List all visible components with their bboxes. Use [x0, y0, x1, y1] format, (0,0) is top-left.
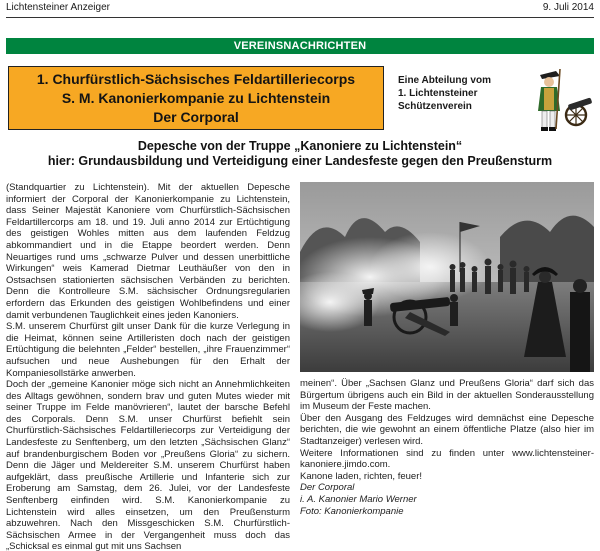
association-note — [398, 74, 534, 113]
banner-line-3: Der Corporal — [153, 109, 239, 125]
cannon-reenactment-photo — [300, 182, 594, 372]
article-paragraph: Kanone laden, richten, feuer! — [300, 470, 423, 482]
association-line-1: Eine Abteilung vom — [398, 75, 491, 86]
article-paragraph: Doch der „gemeine Kanonier möge sich nicht an Annehmlichkeiten des Alltags gewöhnen, sondern brav und guten Mutes wieder mit seiner Truppe im Felde manövrieren“, lautet der barsche Befehl des Corporals. Denn S.M. unser Churfürst befiehlt sein Churfürstlich-Sächsisches Feldartilleriecorps zur Verteidigung der Landesfeste zu Senftenberg, um den letzten „Sächsischen Glanz“ auf brandenburgischem Boden vor „Preußens Gloria“ zu sichern. Denn die Jäger und Meldereiter S.M. unserem Churfürst haben aufgeklärt, dass preußische Artillerie und Infanterie sich zur Eroberung am Samstag, dem 26. Julei, vor der Landesfeste Senftenberg einfinden wird. S.M. Kanonierkompanie zu Lichtenstein wird alles einsetzen, um den Preußensturm abzuwehren. Nach den Missgeschicken S.M. Churfürstlich-Sächsischen Armee in der Vergangenheit muss doch das „Schicksal es einmal gut mit uns Sachsen — [6, 379, 290, 551]
association-line-2: 1. Lichtensteiner — [398, 88, 478, 99]
article-headline — [10, 139, 590, 169]
artillery-soldier-illustration — [530, 63, 594, 133]
issue-date: 9. Juli 2014 — [542, 2, 594, 13]
photo-credit: Foto: Kanonierkompanie — [300, 505, 404, 517]
article-paragraph: S.M. unserem Churfürst gilt unser Dank für die kurze Verlegung in die Heimat, können seine Artilleristen doch nach der geistigen Ertüchtigung die belehnten „Felder“ bestellen, „ihre Frauenzimmer“ aufsuchen und neue Aushebungen für den Erhalt der Kompaniesollstärke anwerben. — [6, 321, 290, 379]
banner-line-1: 1. Churfürstlich-Sächsisches Feldartilleriecorps — [36, 71, 356, 87]
article-column-right — [300, 378, 594, 517]
association-line-3: Schützenverein — [398, 101, 472, 112]
club-banner — [8, 66, 384, 130]
banner-line-2: S. M. Kanonierkompanie zu Lichtenstein — [61, 90, 331, 106]
article-column-left — [6, 182, 290, 551]
headline-line-2: hier: Grundausbildung und Verteidigung einer Landesfeste gegen den Preußensturm — [47, 154, 553, 168]
signature-line: Der Corporal — [300, 482, 355, 494]
header-divider — [6, 17, 594, 18]
headline-line-1: Depesche von der Truppe „Kanoniere zu Lichtenstein“ — [137, 139, 463, 153]
section-title-bar — [6, 38, 594, 54]
article-paragraph: Über den Ausgang des Feldzuges wird demnächst eine Depesche berichten, die wie gewohnt an einem öffentliche Platze (also hier im Stadtanzeiger) verlesen wird. — [300, 412, 594, 447]
signature-line: i. A. Kanonier Mario Werner — [300, 493, 417, 505]
publication-name: Lichtensteiner Anzeiger — [6, 2, 110, 13]
page-header — [6, 2, 594, 18]
section-title: VEREINSNACHRICHTEN — [233, 40, 367, 52]
article-paragraph: Weitere Informationen sind zu finden unter www.lichtensteiner-kanoniere.jimdo.com. — [300, 447, 594, 471]
article-paragraph: meinen“. Über „Sachsen Glanz und Preußens Gloria“ darf sich das Bürgertum übrigens auch ein Bild in der aktuellen Sonderausstellung im Museum der Feste machen. — [300, 378, 594, 413]
article-paragraph: (Standquartier zu Lichtenstein). Mit der aktuellen Depesche informiert der Corporal der Kanonierkompanie zu Lichtenstein, dass Seiner Majestät Kanoniere vom Churfürstlich-Sächsischen Feldartillercorps am 18. und 19. Juli anno 2014 zur Ertüchtigung des geistigen Wohles mitten aus dem laufenden Feldzug abkommandiert und in die Etappe beordert werden. Denn Neuartiges rund ums „schwarze Pulver und dessen unerbittliche Wirkungen“ weis Kamerad Dietmar Leuthäußer von den in Ostsachsen stationierten sächsischen Verbänden zu berichten. Denn die Kontrolleure S.M. sächsischer Ordnungsregularien erfordern das Erkunden des geistigen Wohlbefindens und einer damit verbundenen Tauglichkeit eines jeden Kanoniers. — [6, 182, 290, 321]
